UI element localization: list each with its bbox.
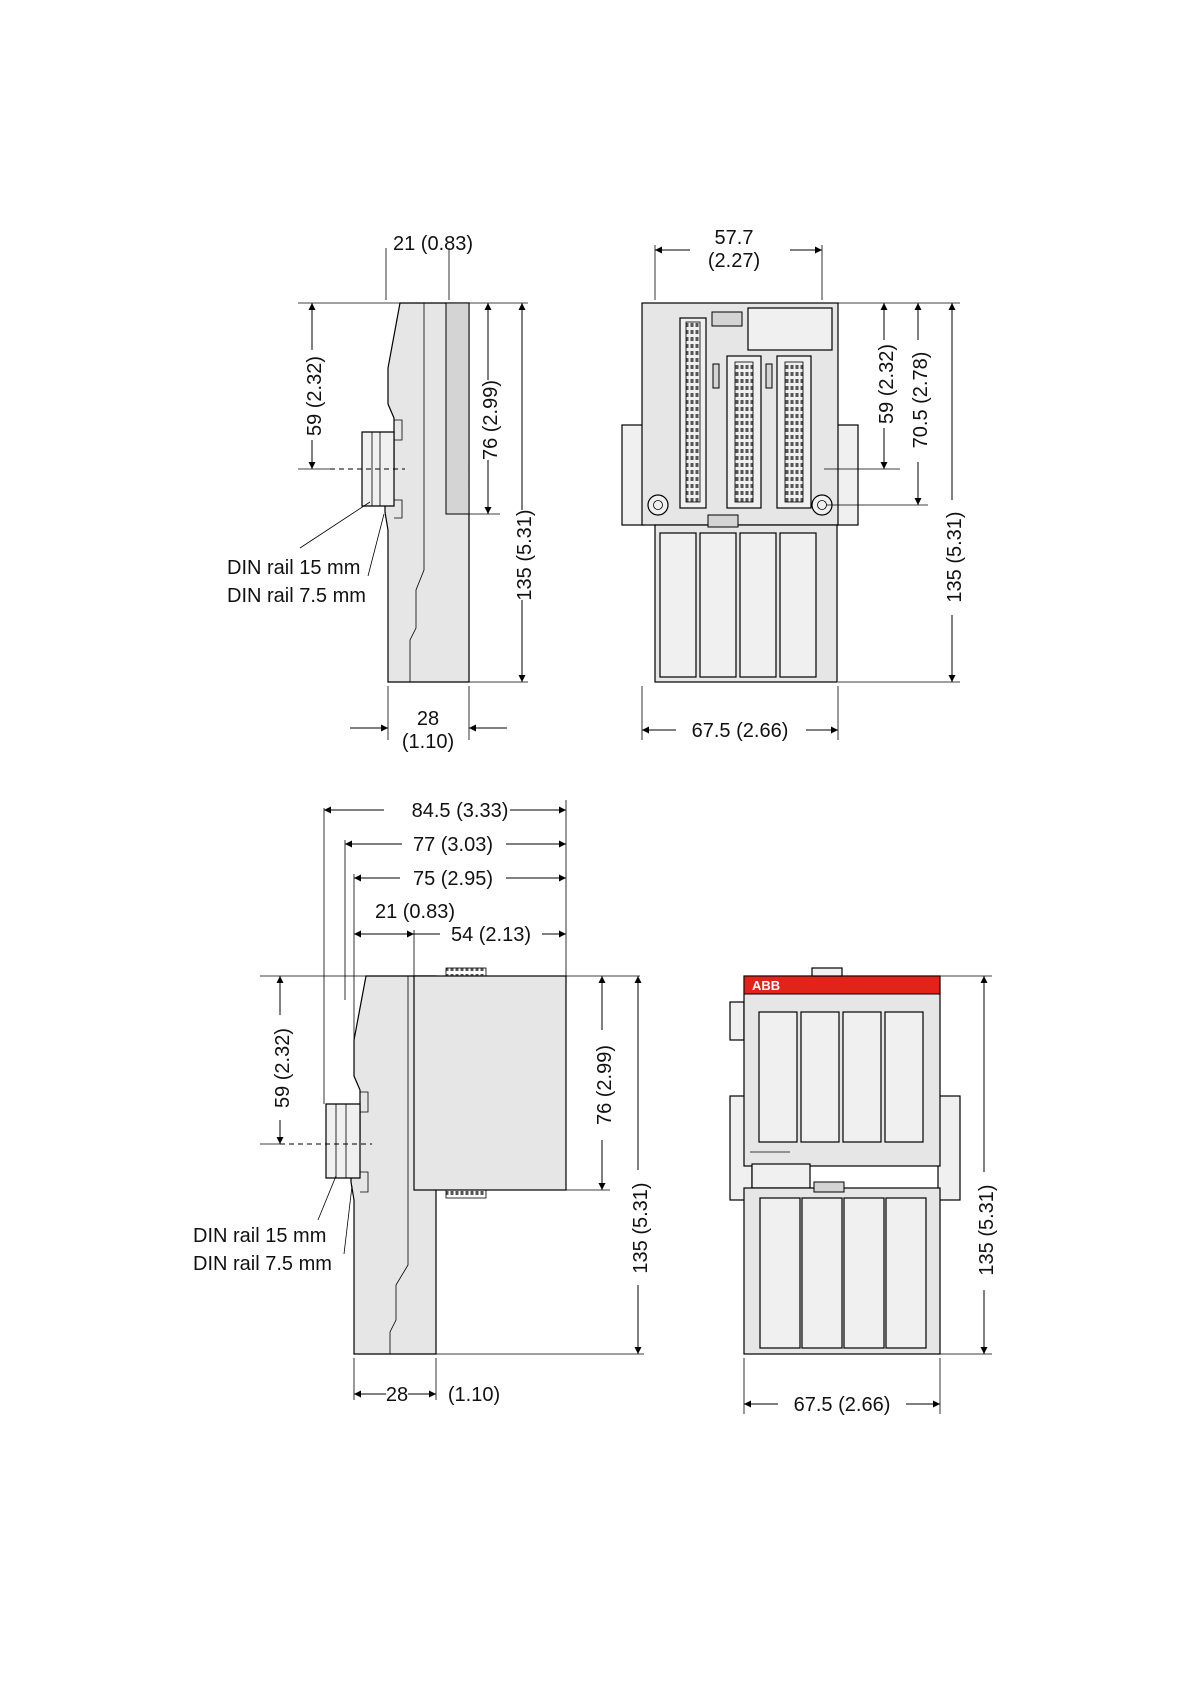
dim-bottom-value: 28 — [385, 1384, 409, 1406]
bottom-front-view — [730, 968, 998, 1416]
dim-54: 54 (2.13) — [450, 924, 532, 946]
label-field — [748, 308, 832, 350]
right-lug — [938, 1096, 960, 1200]
screw-left-icon — [648, 495, 668, 515]
dim-depth: 76 (2.99) — [480, 379, 502, 461]
label-din-rail-15: DIN rail 15 mm — [227, 557, 361, 579]
label-din-rail-7-5: DIN rail 7.5 mm — [227, 585, 366, 607]
module-body — [414, 976, 566, 1190]
top-front-view — [622, 227, 966, 742]
label-din-rail-7-5: DIN rail 7.5 mm — [193, 1253, 332, 1275]
dim-width-bottom-value: 28 — [416, 708, 440, 730]
dim-70-5: 70.5 (2.78) — [910, 351, 932, 449]
dim-77: 77 (3.03) — [412, 834, 494, 856]
dim-width-bottom-inch: (1.10) — [401, 731, 455, 753]
dim-21: 21 (0.83) — [374, 901, 456, 923]
dim-rail-height: 59 (2.32) — [304, 355, 326, 437]
dim-height: 135 (5.31) — [976, 1184, 998, 1276]
dim-width-bottom: 67.5 (2.66) — [793, 1394, 891, 1416]
dim-width-bottom: 67.5 (2.66) — [691, 720, 789, 742]
abb-logo: ABB — [752, 978, 781, 993]
dim-height: 135 (5.31) — [630, 1182, 652, 1274]
din-rail-clip — [326, 1104, 360, 1178]
dim-depth: 76 (2.99) — [594, 1044, 616, 1126]
right-lug — [836, 425, 858, 525]
dim-bottom-inch: (1.10) — [447, 1384, 501, 1406]
dim-width-top: 21 (0.83) — [393, 233, 474, 255]
dim-width-top-inch: (2.27) — [707, 250, 761, 272]
label-din-rail-15: DIN rail 15 mm — [193, 1225, 327, 1247]
dim-height: 135 (5.31) — [944, 511, 966, 603]
dim-height: 135 (5.31) — [514, 509, 536, 601]
dim-rail-height: 59 (2.32) — [272, 1027, 294, 1109]
dim-75: 75 (2.95) — [412, 868, 494, 890]
left-lug — [622, 425, 644, 525]
indicator-window — [712, 312, 742, 326]
bottom-side-view — [193, 800, 652, 1406]
dim-84-5: 84.5 (3.33) — [411, 800, 509, 822]
label-strip — [752, 1164, 810, 1188]
top-side-view — [227, 233, 536, 753]
dim-width-top-value: 57.7 — [714, 227, 754, 249]
dim-59: 59 (2.32) — [876, 343, 898, 425]
